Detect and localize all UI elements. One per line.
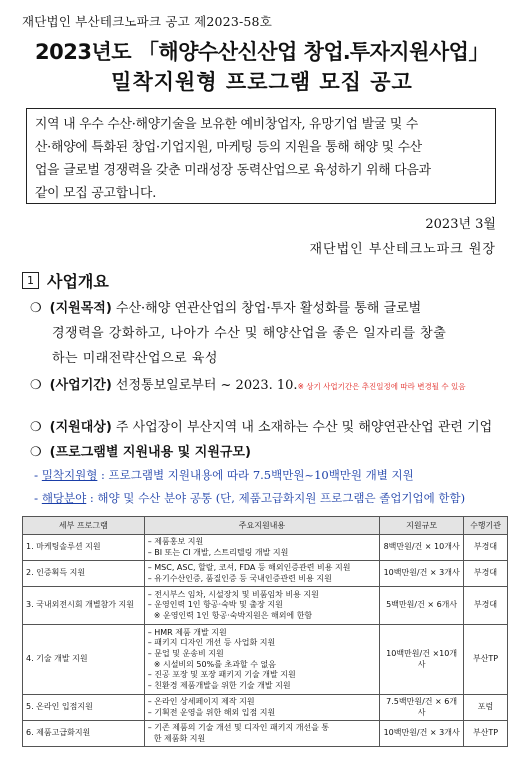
content-line: 한 제품화 지원: [153, 733, 206, 743]
program-org: 부경대: [464, 587, 508, 625]
program-name: 6. 제품고급화지원: [23, 721, 145, 747]
content-line: – 패키지 디자인 개선 등 사업화 지원: [147, 638, 276, 648]
bullet-marker: ❍: [30, 378, 42, 393]
sub-key: 해당분야: [41, 491, 87, 505]
content-line: – 온라인 상세페이지 제작 지원: [147, 696, 255, 706]
program-name: 5. 온라인 입점지원: [23, 695, 145, 721]
bullet-marker: ❍: [30, 420, 42, 435]
content-line: – 운영인력 1인 항공·숙박 및 출장 지원: [147, 600, 283, 610]
bullet-period: [30, 374, 465, 393]
purpose-continued: 하는 미래전략산업으로 육성: [52, 351, 218, 366]
period-label: (사업기간): [49, 378, 112, 393]
content-line: ※ 시설비의 50%를 초과할 수 없음: [153, 659, 276, 669]
content-line: – 유기수산인증, 품질인증 등 국내인증관련 비용 지원: [147, 573, 332, 583]
bullet-scale: [30, 441, 251, 460]
sub-value: : 해양 및 수산 분야 공통 (단, 제품고급화지원 프로그램은 졸업기업에 한함): [89, 491, 466, 505]
section-title: 사업개요: [47, 272, 109, 291]
bullet-marker: ❍: [30, 445, 42, 460]
program-scale: 5백만원/건 × 6개사: [380, 587, 464, 625]
table-row: [23, 587, 508, 625]
intro-line: 산·해양에 특화된 창업·기업지원, 마케팅 등의 지원을 통해 해양 및 수산: [35, 140, 422, 155]
sub-item-dedicated: [34, 467, 414, 483]
target-label: (지원대상): [49, 420, 112, 435]
content-line: ※ 운영인력 1인 항공·숙박지원은 해외에 한함: [153, 610, 313, 620]
content-line: – 기획전 운영을 위한 해외 입점 지원: [147, 707, 276, 717]
sub-dash: -: [34, 491, 39, 505]
program-content: [144, 535, 379, 561]
program-org: 부경대: [464, 535, 508, 561]
period-text: 선정통보일로부터 ~ 2023. 10.: [115, 378, 298, 393]
header-program: 세부 프로그램: [23, 517, 145, 535]
content-line: – 문업 및 운송비 지원: [147, 648, 224, 658]
program-content: [144, 721, 379, 747]
target-text: 주 사업장이 부산지역 내 소재하는 수산 및 해양연관산업 관련 기업: [115, 420, 493, 435]
intro-line: 업을 글로벌 경쟁력을 갖춘 미래성장 동력산업으로 육성하기 위해 다음과: [35, 163, 431, 178]
program-content: [144, 587, 379, 625]
sub-key: 밀착지원형: [41, 468, 98, 482]
header-scale: 지원규모: [380, 517, 464, 535]
intro-line: 같이 모집 공고합니다.: [35, 186, 157, 201]
purpose-text: 수산·해양 연관산업의 창업·투자 활성화를 통해 글로벌: [115, 301, 422, 316]
program-content: [144, 625, 379, 695]
program-name: 4. 기술 개발 지원: [23, 625, 145, 695]
table-row: [23, 721, 508, 747]
program-org: 부경대: [464, 561, 508, 587]
program-content: [144, 695, 379, 721]
title-line-2: 밀착지원형 프로그램 모집 공고: [111, 70, 413, 94]
content-line: – HMR 제품 개발 지원: [147, 627, 227, 637]
program-scale: 10백만원/건 × 3개사: [380, 721, 464, 747]
section-heading: [22, 269, 109, 292]
program-org: 부산TP: [464, 625, 508, 695]
program-org: 포럼: [464, 695, 508, 721]
table-row: [23, 535, 508, 561]
program-scale: 10백만원/건 ×10개사: [380, 625, 464, 695]
purpose-continued: 경쟁력을 강화하고, 나아가 수산 및 해양산업을 좋은 일자리를 창출: [52, 326, 447, 341]
program-content: [144, 561, 379, 587]
content-line: – MSC, ASC, 할랄, 코셔, FDA 등 해외인증관련 비용 지원: [147, 562, 351, 572]
scale-label: (프로그램별 지원내용 및 지원규모): [49, 445, 251, 460]
program-name: 1. 마케팅솔루션 지원: [23, 535, 145, 561]
sub-dash: -: [34, 468, 39, 482]
purpose-label: (지원목적): [49, 301, 112, 316]
table-row: [23, 561, 508, 587]
table-row: [23, 625, 508, 695]
bullet-purpose: [30, 297, 421, 316]
program-org: 부산TP: [464, 721, 508, 747]
program-scale: 8백만원/건 × 10개사: [380, 535, 464, 561]
intro-line: 지역 내 우수 수산·해양기술을 보유한 예비창업자, 유망기업 발굴 및 수: [35, 117, 419, 132]
bullet-marker: ❍: [30, 301, 42, 316]
program-name: 3. 국내외전시회 개별참가 지원: [23, 587, 145, 625]
program-table: [22, 516, 508, 747]
section-number-box: 1: [22, 272, 39, 289]
program-scale: 10백만원/건 × 3개사: [380, 561, 464, 587]
notice-date: 2023년 3월: [425, 217, 496, 232]
sub-value: : 프로그램별 지원내용에 따라 7.5백만원~10백만원 개별 지원: [101, 468, 414, 482]
bullet-target: [30, 416, 492, 435]
table-header-row: [23, 517, 508, 535]
sub-item-field: [34, 490, 465, 506]
content-line: – 친환경 제품개발을 위한 기술 개발 지원: [147, 680, 291, 690]
program-scale: 7.5백만원/건 × 6개사: [380, 695, 464, 721]
content-line: – 전시부스 임차, 시설장치 및 비품임차 비용 지원: [147, 589, 319, 599]
program-name: 2. 인증획득 지원: [23, 561, 145, 587]
content-line: – BI 또는 CI 개발, 스트리텔링 개발 지원: [147, 547, 289, 557]
table-row: [23, 695, 508, 721]
content-line: – 진공 포장 및 포장 패키지 기술 개발 지원: [147, 670, 296, 680]
notice-number: 재단법인 부산테크노파크 공고 제2023-58호: [22, 14, 272, 29]
content-line: – 기존 제품의 기술 개선 및 디자인 패키지 개선을 통: [147, 722, 330, 732]
header-org: 수행기관: [464, 517, 508, 535]
period-note: ※ 상기 사업기간은 추진일정에 따라 변경될 수 있음: [297, 382, 466, 391]
content-line: – 제품홍보 지원: [147, 536, 204, 546]
title-line-1: 2023년도 「해양수산신산업 창업․투자지원사업」: [35, 40, 489, 64]
intro-box: [26, 108, 496, 204]
header-content: 주요지원내용: [144, 517, 379, 535]
organization: 재단법인 부산테크노파크 원장: [309, 242, 496, 257]
